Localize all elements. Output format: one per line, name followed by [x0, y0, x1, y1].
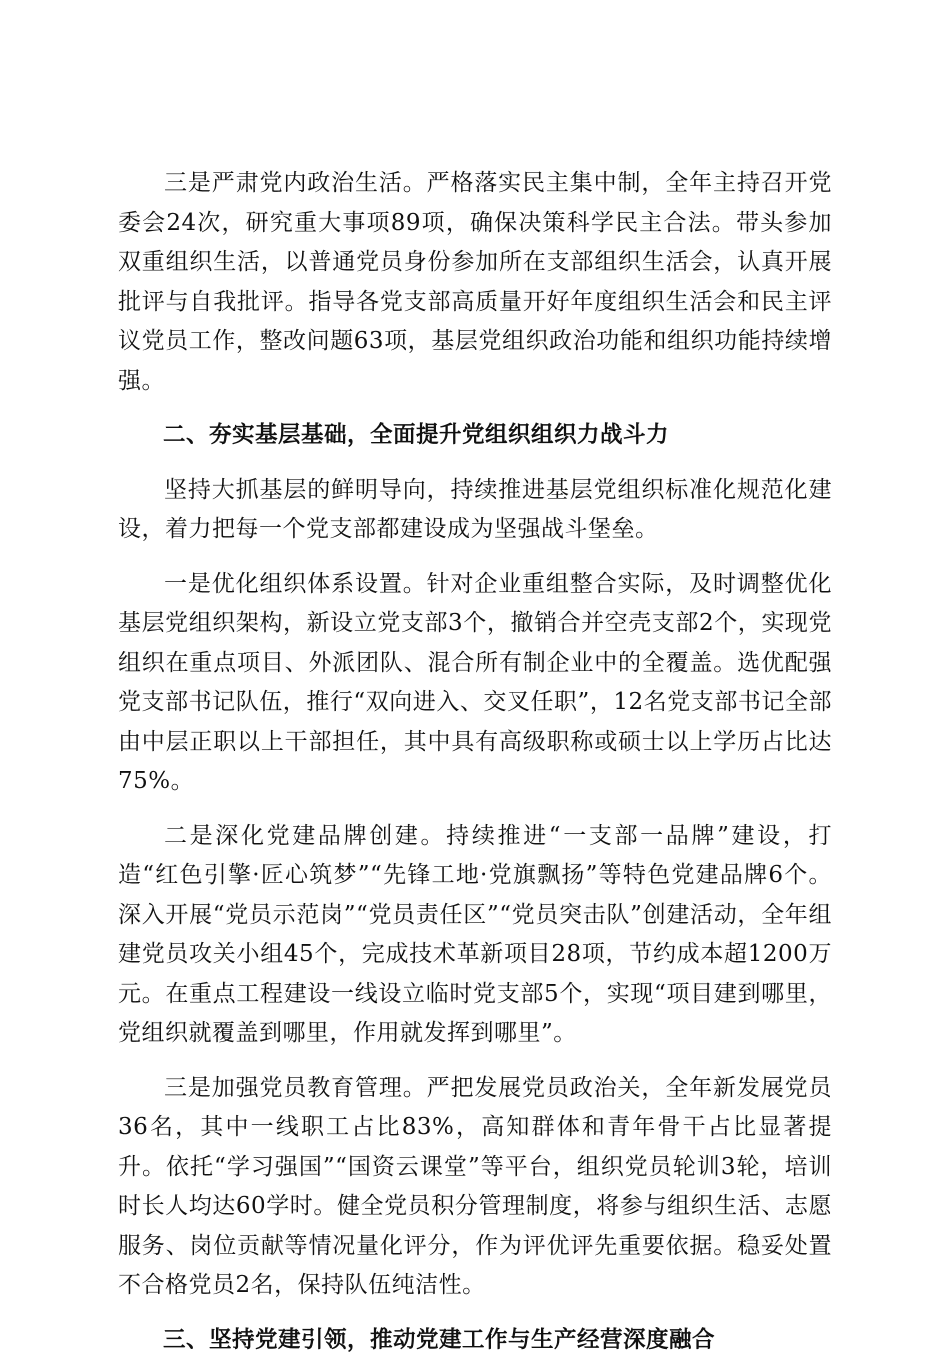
paragraph-brand-building: 二是深化党建品牌创建。持续推进“一支部一品牌”建设，打造“红色引擎·匠心筑梦”“先锋工地·党旗飘扬”等特色党建品牌6个。深入开展“党员示范岗”“党员责任区”“党员突击队”创建活动，全年组建党员攻关小组45个，完成技术革新项目28项，节约成本超1200万元。在重点工程建设一线设立临时党支部5个，实现“项目建到哪里，党组织就覆盖到哪里，作用就发挥到哪里”。 — [118, 817, 832, 1054]
document-body — [118, 164, 832, 1360]
section-heading-3: 三、坚持党建引领，推动党建工作与生产经营深度融合 — [118, 1321, 832, 1360]
paragraph-party-life: 三是严肃党内政治生活。严格落实民主集中制，全年主持召开党委会24次，研究重大事项89项，确保决策科学民主合法。带头参加双重组织生活，以普通党员身份参加所在支部组织生活会，认真开展批评与自我批评。指导各党支部高质量开好年度组织生活会和民主评议党员工作，整改问题63项，基层党组织政治功能和组织功能持续增强。 — [118, 164, 832, 401]
paragraph-grassroots-intro: 坚持大抓基层的鲜明导向，持续推进基层党组织标准化规范化建设，着力把每一个党支部都建设成为坚强战斗堡垒。 — [118, 471, 832, 550]
paragraph-organization-system: 一是优化组织体系设置。针对企业重组整合实际，及时调整优化基层党组织架构，新设立党支部3个，撤销合并空壳支部2个，实现党组织在重点项目、外派团队、混合所有制企业中的全覆盖。选优配强党支部书记队伍，推行“双向进入、交叉任职”，12名党支部书记全部由中层正职以上干部担任，其中具有高级职称或硕士以上学历占比达75%。 — [118, 565, 832, 802]
paragraph-member-education: 三是加强党员教育管理。严把发展党员政治关，全年新发展党员36名，其中一线职工占比83%，高知群体和青年骨干占比显著提升。依托“学习强国”“国资云课堂”等平台，组织党员轮训3轮，培训时长人均达60学时。健全党员积分管理制度，将参与组织生活、志愿服务、岗位贡献等情况量化评分，作为评优评先重要依据。稳妥处置不合格党员2名，保持队伍纯洁性。 — [118, 1069, 832, 1306]
section-heading-2: 二、夯实基层基础，全面提升党组织组织力战斗力 — [118, 416, 832, 456]
